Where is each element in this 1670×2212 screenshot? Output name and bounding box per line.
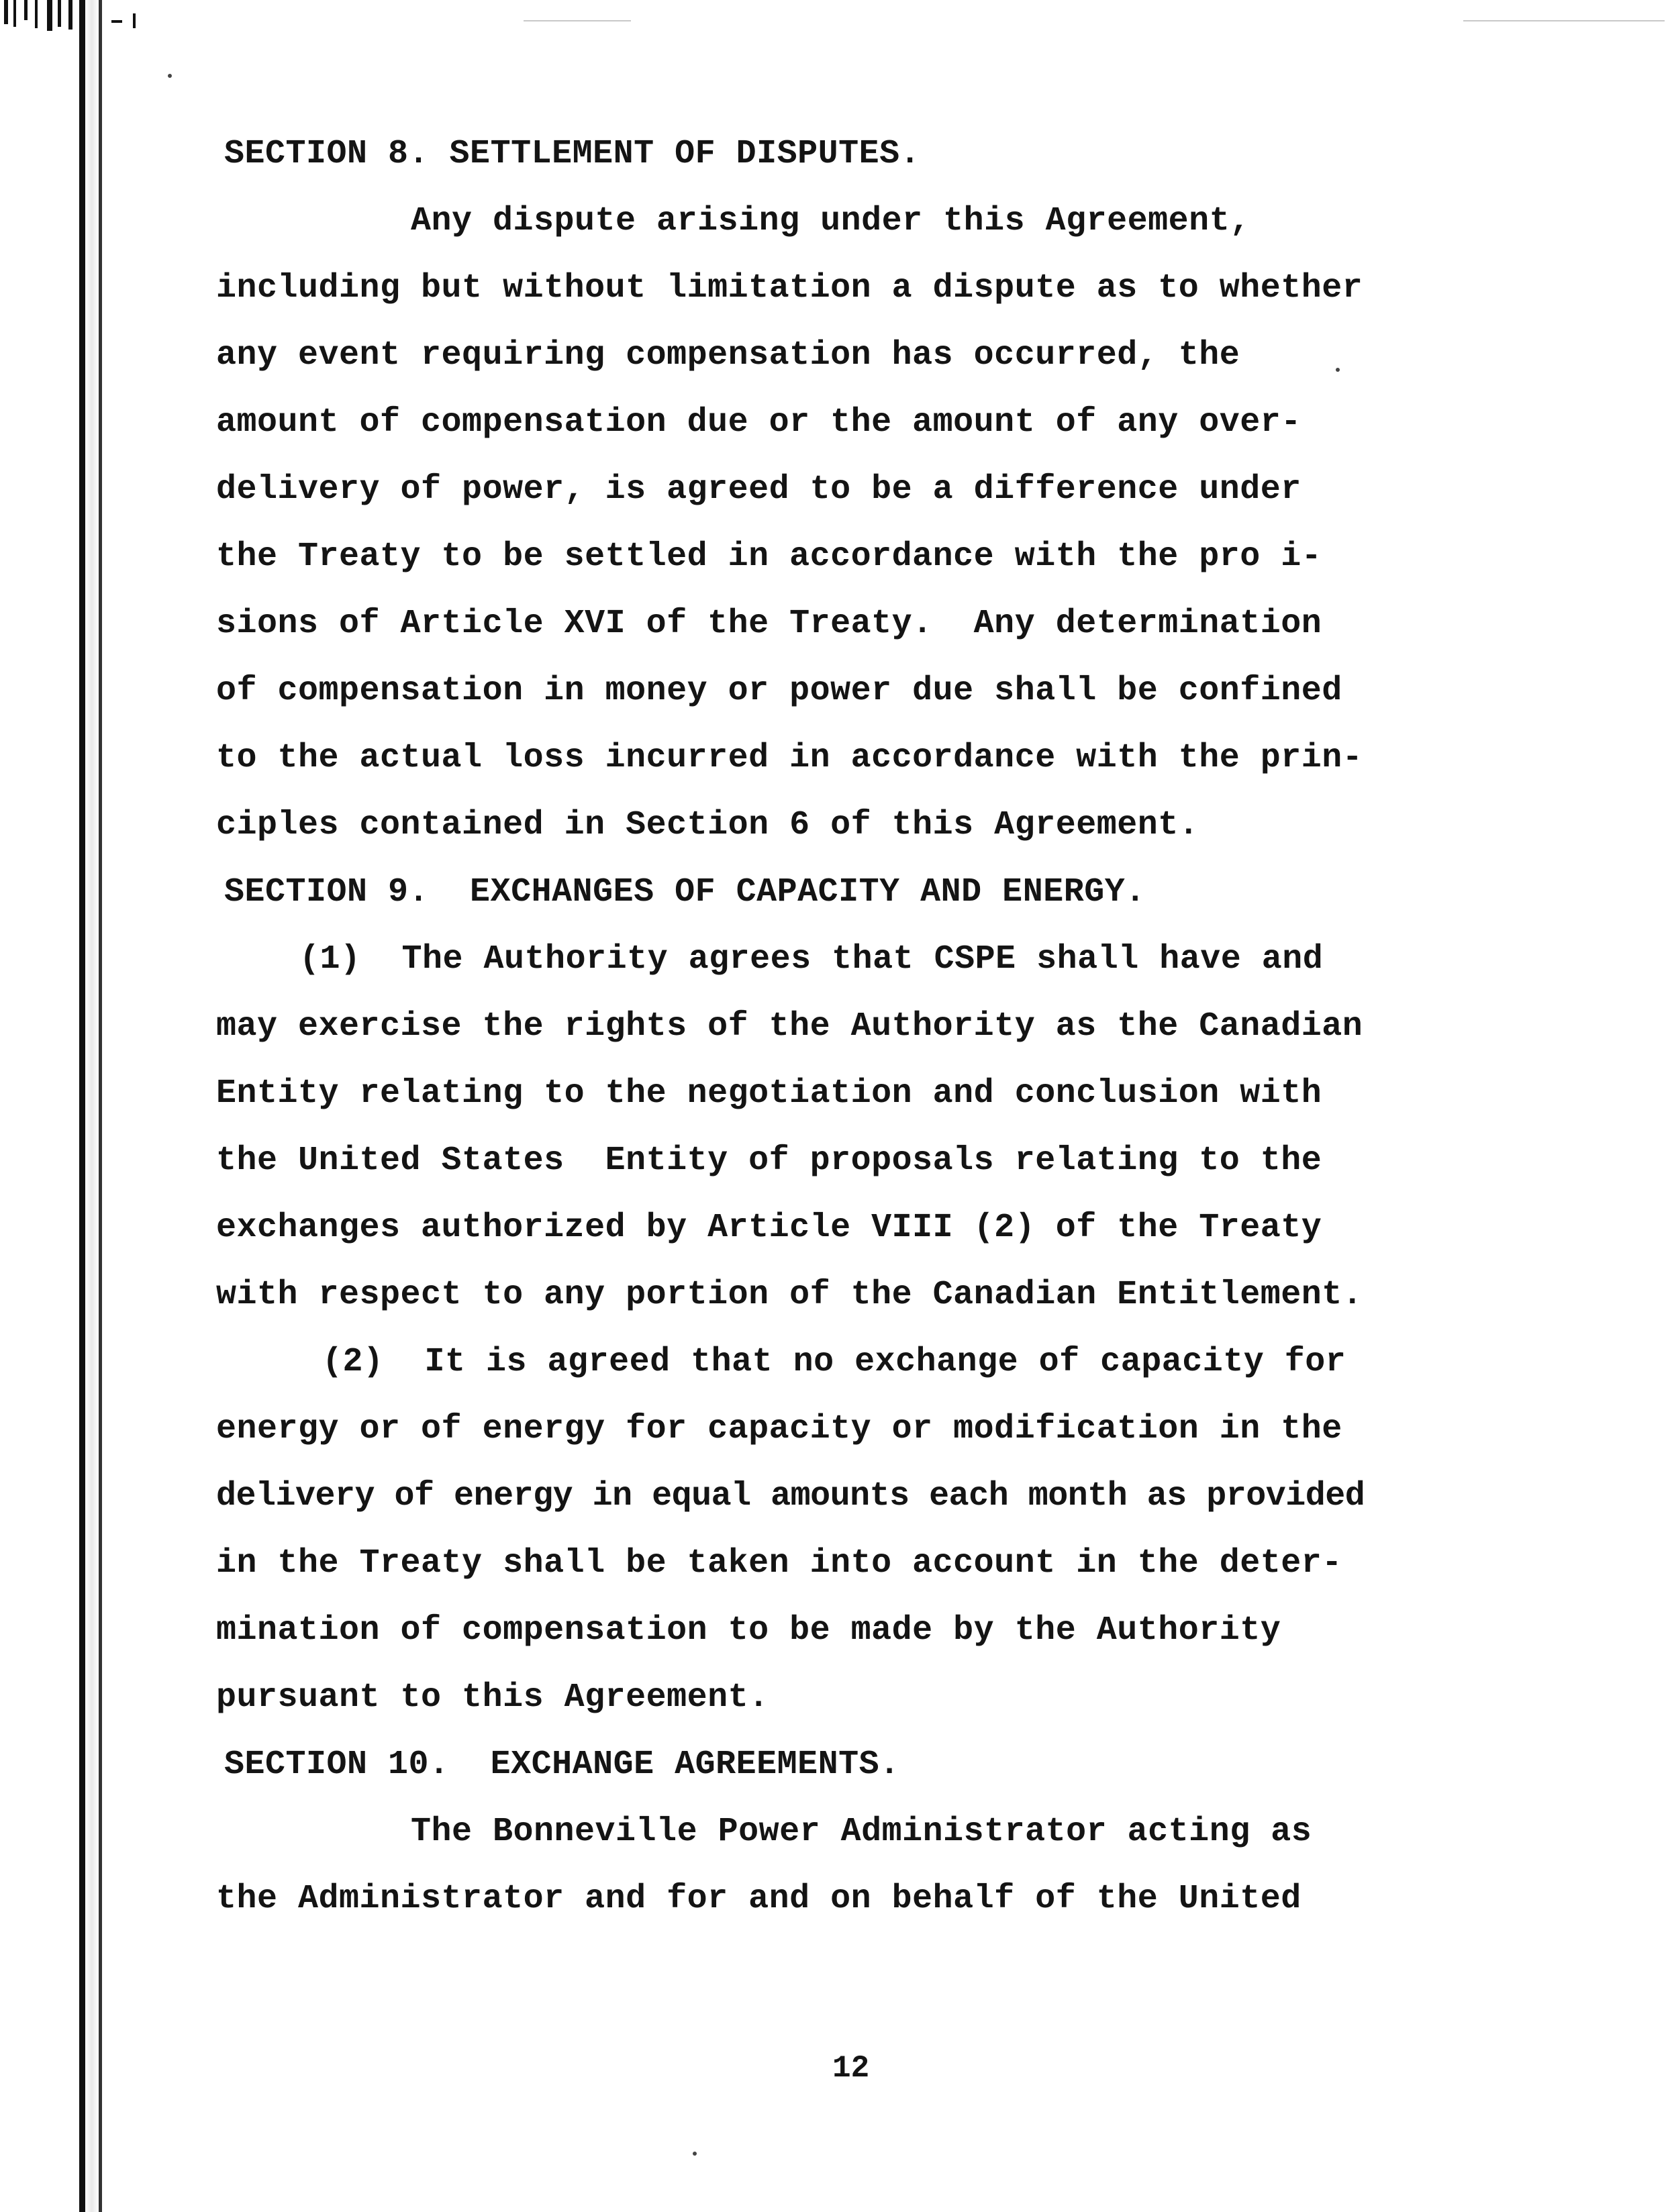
text-line: may exercise the rights of the Authority as the Canadian	[216, 1007, 1363, 1046]
text-line: delivery of power, is agreed to be a difference under	[216, 470, 1301, 509]
scan-speck	[1336, 368, 1340, 372]
section-8-heading: SECTION 8. SETTLEMENT OF DISPUTES.	[224, 135, 921, 173]
text-line: (2) It is agreed that no exchange of capacity for	[322, 1343, 1346, 1381]
text-line: Any dispute arising under this Agreement,	[411, 202, 1250, 240]
scan-speck	[693, 2152, 697, 2156]
text-line: including but without limitation a dispute as to whether	[216, 269, 1363, 307]
text-line: delivery of energy in equal amounts each month as provided	[216, 1477, 1365, 1515]
text-line: (1) The Authority agrees that CSPE shall have and	[299, 940, 1324, 978]
text-line: mination of compensation to be made by the Authority	[216, 1611, 1281, 1650]
text-line: with respect to any portion of the Canadian Entitlement.	[216, 1276, 1363, 1314]
text-line: the United States Entity of proposals relating to the	[216, 1142, 1322, 1180]
page-number: 12	[832, 2051, 870, 2086]
text-line: to the actual loss incurred in accordance with the prin-	[216, 739, 1363, 777]
text-line: energy or of energy for capacity or modification in the	[216, 1410, 1342, 1448]
text-line: Entity relating to the negotiation and conclusion with	[216, 1074, 1322, 1113]
text-line: any event requiring compensation has occurred, the	[216, 336, 1240, 374]
text-line: the Treaty to be settled in accordance with the pro i-	[216, 538, 1322, 576]
text-line: ciples contained in Section 6 of this Agreement.	[216, 806, 1199, 844]
text-line: pursuant to this Agreement.	[216, 1678, 769, 1717]
scan-line-top-right	[1463, 20, 1665, 21]
binding-edge	[79, 0, 102, 2212]
text-line: The Bonneville Power Administrator acting as	[411, 1813, 1312, 1851]
text-line: the Administrator and for and on behalf of the United	[216, 1880, 1301, 1918]
text-line: of compensation in money or power due shall be confined	[216, 672, 1342, 710]
text-line: in the Treaty shall be taken into account in the deter-	[216, 1544, 1342, 1582]
text-line: amount of compensation due or the amount of any over-	[216, 403, 1301, 442]
text-line: exchanges authorized by Article VIII (2) of the Treaty	[216, 1209, 1322, 1247]
section-10-heading: SECTION 10. EXCHANGE AGREEMENTS.	[224, 1746, 900, 1784]
scan-speck	[168, 74, 172, 78]
scan-line-top	[524, 20, 631, 21]
section-9-heading: SECTION 9. EXCHANGES OF CAPACITY AND ENERGY.	[224, 873, 1146, 911]
text-line: sions of Article XVI of the Treaty. Any determination	[216, 605, 1322, 643]
